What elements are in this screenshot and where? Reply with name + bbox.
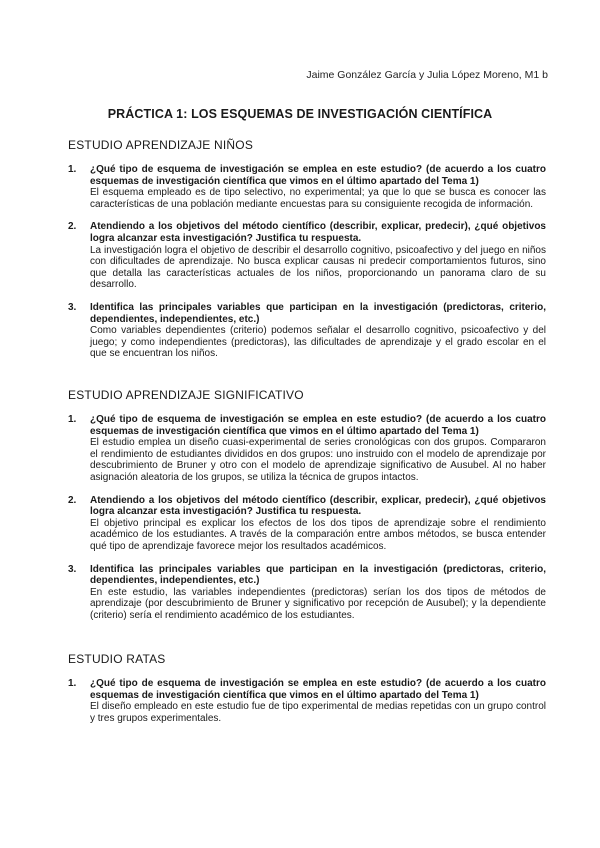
section-ratas	[68, 652, 546, 735]
section-heading: ESTUDIO APRENDIZAJE SIGNIFICATIVO	[68, 388, 304, 402]
question-item	[68, 495, 546, 553]
question-text: Identifica las principales variables que participan en la investigación (predictoras, criterio, dependientes, independientes, etc.)	[90, 563, 546, 587]
question-text: Atendiendo a los objetivos del método científico (describir, explicar, predecir), ¿qué objetivos logra alcanzar esta investigación? Justifica tu respuesta.	[90, 494, 546, 518]
question-text: ¿Qué tipo de esquema de investigación se emplea en este estudio? (de acuerdo a los cuatro esquemas de investigación científica que vimos en el último apartado del Tema 1)	[90, 678, 546, 701]
question-number: 3.	[68, 301, 77, 313]
answer-text: El diseño empleado en este estudio fue de tipo experimental de medias repetidas con un grupo control y tres grupos experimentales.	[90, 701, 546, 724]
answer-text: El objetivo principal es explicar los efectos de los dos tipos de aprendizaje sobre el rendimiento académico de los estudiantes. A través de la comparación entre ambos métodos, se busca entender qué tipo de aprendizaje favorece mejor los resultados académicos.	[90, 517, 546, 552]
question-item	[68, 414, 546, 484]
question-number: 3.	[68, 563, 77, 575]
question-text: Atendiendo a los objetivos del método científico (describir, explicar, predecir), ¿qué objetivos logra alcanzar esta investigación? Justifica tu respuesta.	[90, 221, 546, 244]
section-heading: ESTUDIO RATAS	[68, 652, 166, 666]
answer-text: En este estudio, las variables independientes (predictoras) serían los dos tipos de métodos de aprendizaje (por descubrimiento de Bruner y significativo por recepción de Ausubel); y la dependiente (criterio) sería el rendimiento académico de los estudiantes.	[90, 586, 546, 621]
question-text: Identifica las principales variables que participan en la investigación (predictoras, criterio, dependientes, independientes, etc.)	[90, 301, 546, 325]
answer-text: Como variables dependientes (criterio) podemos señalar el desarrollo cognitivo, psicoafectivo y del juego; y como independientes (predictoras), las dificultades de aprendizaje y el grado escolar en el que se encuentran los niños.	[90, 325, 546, 360]
question-number: 1.	[68, 678, 77, 689]
section-heading: ESTUDIO APRENDIZAJE NIÑOS	[68, 138, 254, 152]
question-item	[68, 564, 546, 622]
section-aprendizaje-significativo	[68, 388, 546, 633]
question-number: 1.	[68, 414, 77, 425]
question-number: 1.	[68, 164, 77, 175]
question-number: 2.	[68, 494, 77, 506]
question-item	[68, 221, 546, 291]
question-item	[68, 164, 546, 210]
section-aprendizaje-ninos	[68, 138, 546, 371]
question-item	[68, 678, 546, 724]
question-item	[68, 302, 546, 360]
question-text: ¿Qué tipo de esquema de investigación se emplea en este estudio? (de acuerdo a los cuatro esquemas de investigación científica que vimos en el último apartado del Tema 1)	[90, 414, 546, 437]
answer-text: El estudio emplea un diseño cuasi-experimental de series cronológicas con dos grupos. Compararon el rendimiento de estudiantes divididos en dos grupos: uno instruido con el modelo de aprendizaje por descubrimiento de Bruner y otro con el modelo de aprendizaje significativo de Ausubel. Al no haber asignación aleatoria de los grupos, se utiliza la técnica de grupos intactos.	[90, 437, 546, 483]
answer-text: La investigación logra el objetivo de describir el desarrollo cognitivo, psicoafectivo y del juego en niños con dificultades de aprendizaje. No busca explicar causas ni predecir comportamientos futuros, sino que detalla las características actuales de los niños, proporcionando un panorama claro de su desarrollo.	[90, 244, 546, 291]
question-text: ¿Qué tipo de esquema de investigación se emplea en este estudio? (de acuerdo a los cuatro esquemas de investigación científica que vimos en el último apartado del Tema 1)	[90, 164, 546, 187]
answer-text: El esquema empleado es de tipo selectivo, no experimental; ya que lo que se busca es conocer las características de una población mediante encuestas para su consiguiente recogida de información.	[90, 187, 546, 210]
question-number: 2.	[68, 221, 77, 233]
author-line: Jaime González García y Julia López Moreno, M1 b	[306, 69, 548, 81]
page-title: PRÁCTICA 1: LOS ESQUEMAS DE INVESTIGACIÓN CIENTÍFICA	[107, 107, 493, 121]
